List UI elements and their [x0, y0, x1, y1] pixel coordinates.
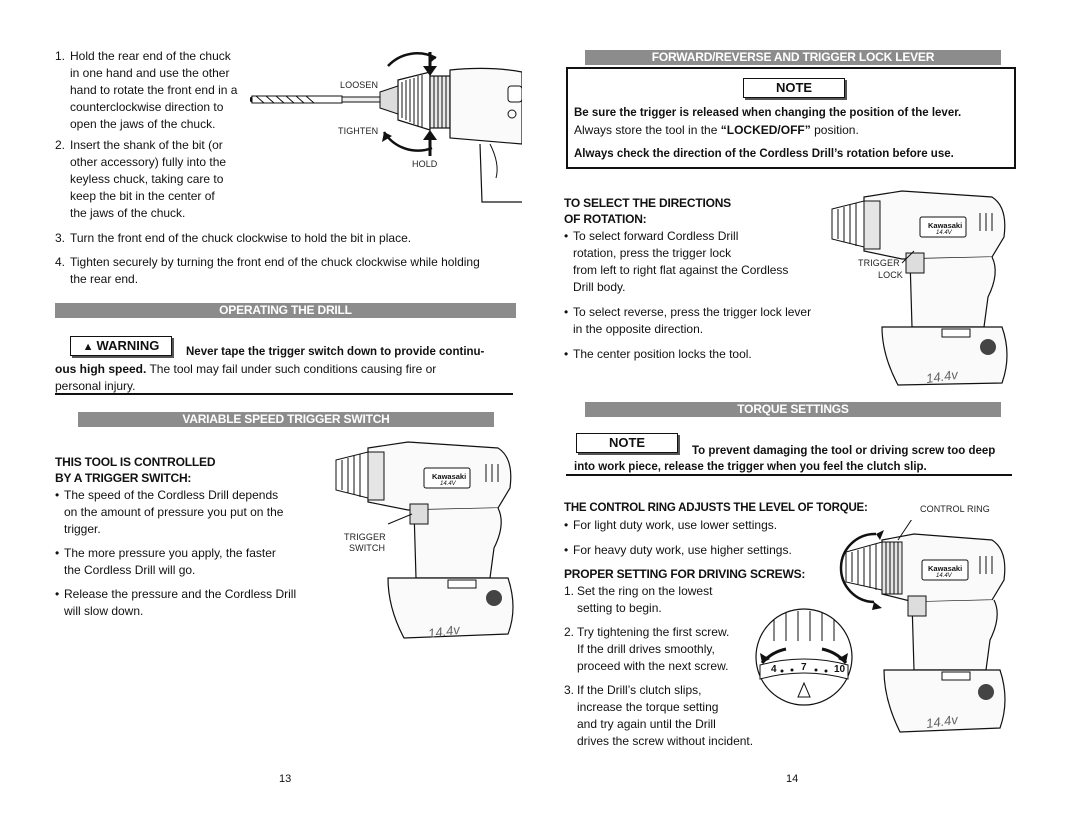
note-line2-pre: Always store the tool in the: [574, 123, 718, 137]
proper-step-3: [564, 682, 784, 750]
select-heading-1: TO SELECT THE DIRECTIONS: [564, 196, 731, 210]
step-1-line: in one hand and use the other: [70, 66, 230, 80]
battery-voltage-label: 14.4v: [925, 366, 959, 387]
step-line: proceed with the next screw.: [577, 659, 729, 673]
drill-bit-icon: [250, 96, 342, 103]
list-item: • The center position locks the tool.: [564, 346, 832, 363]
bullet-line: To select reverse, press the trigger lock lever: [573, 305, 812, 319]
controlled-heading-1: THIS TOOL IS CONTROLLED: [55, 455, 216, 469]
hold-label: HOLD: [412, 159, 438, 169]
list-item: • The speed of the Cordless Drill depends on the amount of pressure you put on the trigger.: [55, 487, 315, 538]
switch-label: SWITCH: [349, 543, 386, 553]
step-line: If the Drill’s clutch slips,: [577, 683, 702, 697]
warning-bold-line1: Never tape the trigger switch down to provide continu-: [186, 346, 485, 358]
note-bold-line1: Be sure the trigger is released when changing the position of the lever.: [574, 107, 962, 119]
step-line: If the drill drives smoothly,: [577, 642, 715, 656]
control-ring-heading: THE CONTROL RING ADJUSTS THE LEVEL OF TORQUE:: [564, 502, 868, 514]
bullet-line: Release the pressure and the Cordless Drill: [64, 587, 297, 601]
trigger-lock-figure: [822, 185, 1012, 390]
step-1-line: counterclockwise direction to: [70, 100, 224, 114]
bullet-line: The center position locks the tool.: [573, 347, 752, 361]
brand-label: Kawasaki: [928, 564, 963, 573]
step-1-line: open the jaws of the chuck.: [70, 117, 216, 131]
chuck-drill-illustration: [250, 52, 522, 230]
step-1-line: Hold the rear end of the chuck: [70, 49, 231, 63]
bullet-line: To select forward Cordless Drill: [573, 229, 739, 243]
note-line2-quote: “LOCKED/OFF”: [720, 123, 811, 137]
list-item: • For heavy duty work, use higher settings.: [564, 542, 824, 559]
step-3: [55, 230, 525, 247]
step-1: [55, 48, 270, 133]
step-line: drives the screw without incident.: [577, 734, 754, 748]
volt-label: 14.4V: [440, 481, 456, 487]
loosen-label: LOOSEN: [340, 80, 379, 90]
proper-step-1: [564, 583, 764, 617]
brand-label: Kawasaki: [928, 221, 963, 230]
control-ring-label: CONTROL RING: [920, 504, 990, 514]
control-bullet-list: [564, 517, 824, 559]
battery-voltage-label: 14.4v: [925, 711, 959, 732]
warning-badge-label: WARNING: [96, 338, 160, 353]
proper-step-2: [564, 624, 764, 675]
bullet-line: trigger.: [64, 522, 101, 536]
note2-bold-line2: into work piece, release the trigger when you feel the clutch slip.: [574, 461, 927, 473]
page-number-14: 14: [786, 773, 799, 785]
brand-label: Kawasaki: [432, 472, 467, 481]
torque-settings-header: TORQUE SETTINGS: [585, 402, 1001, 417]
bullet-line: will slow down.: [64, 604, 144, 618]
dial-number-7: 7: [801, 662, 807, 673]
dial-number-4: 4: [771, 664, 777, 675]
bullet-line: For heavy duty work, use higher settings.: [573, 543, 792, 557]
cordless-drill-illustration: [822, 185, 1012, 390]
list-item: • To select forward Cordless Drill rotation, press the trigger lock from left to right flat against the Cordless Drill body.: [564, 228, 832, 296]
step-line: and try again until the Drill: [577, 717, 716, 731]
note-bold-line3: Always check the direction of the Cordless Drill’s rotation before use.: [574, 148, 954, 160]
proper-setting-heading: PROPER SETTING FOR DRIVING SCREWS:: [564, 567, 806, 581]
trigger-switch-figure: [318, 438, 518, 643]
bullet-line: The speed of the Cordless Drill depends: [64, 488, 279, 502]
bullet-line: The more pressure you apply, the faster: [64, 546, 276, 560]
step-2-line: other accessory) fully into the: [70, 155, 227, 169]
warning-triangle-icon: ▲: [82, 341, 97, 353]
step-2-line: keep the bit in the center of: [70, 189, 215, 203]
bullet-line: Drill body.: [573, 280, 626, 294]
warning-badge: [70, 336, 172, 356]
list-item: • To select reverse, press the trigger lock lever in the opposite direction.: [564, 304, 832, 338]
note2-badge: NOTE: [576, 433, 678, 453]
note2-bold-line1: To prevent damaging the tool or driving screw too deep: [692, 445, 996, 457]
select-heading-2: OF ROTATION:: [564, 212, 647, 226]
bullet-line: on the amount of pressure you put on the: [64, 505, 284, 519]
step-number: 2.: [564, 625, 575, 639]
bullet-line: from left to right flat against the Cordless: [573, 263, 789, 277]
list-item: • Release the pressure and the Cordless Drill will slow down.: [55, 586, 315, 620]
step-number: 3.: [564, 683, 575, 697]
tighten-label: TIGHTEN: [338, 126, 379, 136]
step-1-number: 1.: [55, 49, 66, 63]
bullet-line: For light duty work, use lower settings.: [573, 518, 778, 532]
step-line: Set the ring on the lowest: [577, 584, 713, 598]
bullet-line: rotation, press the trigger lock: [573, 246, 732, 260]
warning-rest-line2: The tool may fail under such conditions causing fire or: [149, 362, 437, 376]
step-2-line: the jaws of the chuck.: [70, 206, 186, 220]
step-4-number: 4.: [55, 255, 66, 269]
step-4: [55, 254, 525, 288]
controlled-heading-2: BY A TRIGGER SWITCH:: [55, 471, 192, 485]
step-3-number: 3.: [55, 231, 66, 245]
note-badge: NOTE: [743, 78, 845, 98]
note-line2-post: position.: [814, 123, 859, 137]
trigger-label: TRIGGER: [858, 258, 900, 268]
warning-line3: personal injury.: [55, 379, 136, 393]
step-4-line: Tighten securely by turning the front end of the chuck clockwise while holding: [70, 255, 480, 269]
rotation-bullet-list: [564, 228, 832, 363]
cordless-drill-illustration: [830, 520, 1010, 745]
step-line: setting to begin.: [577, 601, 662, 615]
warning-line2: [55, 361, 510, 378]
step-2-line: keyless chuck, taking care to: [70, 172, 224, 186]
step-2-number: 2.: [55, 138, 66, 152]
control-ring-figure: [830, 520, 1010, 745]
variable-speed-trigger-header: VARIABLE SPEED TRIGGER SWITCH: [78, 412, 494, 427]
trigger-label: TRIGGER: [344, 532, 386, 542]
page-number-13: 13: [279, 773, 292, 785]
step-line: increase the torque setting: [577, 700, 719, 714]
lock-label: LOCK: [878, 270, 903, 280]
trigger-bullet-list: [55, 487, 315, 620]
step-line: Try tightening the first screw.: [577, 625, 730, 639]
step-3-text: Turn the front end of the chuck clockwise to hold the bit in place.: [70, 231, 412, 245]
step-number: 1.: [564, 584, 575, 598]
list-item: • For light duty work, use lower settings.: [564, 517, 824, 534]
bullet-line: in the opposite direction.: [573, 322, 704, 336]
note-line2: [574, 122, 859, 139]
warning-bold-line2: ous high speed.: [55, 362, 147, 376]
dial-number-10: 10: [834, 664, 846, 675]
forward-reverse-header: FORWARD/REVERSE AND TRIGGER LOCK LEVER: [585, 50, 1001, 65]
chuck-figure: [250, 52, 522, 230]
step-2-line: Insert the shank of the bit (or: [70, 138, 223, 152]
operating-the-drill-header: OPERATING THE DRILL: [55, 303, 516, 318]
step-1-line: hand to rotate the front end in a: [70, 83, 238, 97]
volt-label: 14.4V: [936, 230, 952, 236]
list-item: • The more pressure you apply, the faster the Cordless Drill will go.: [55, 545, 315, 579]
volt-label: 14.4V: [936, 573, 952, 579]
step-2: [55, 137, 270, 222]
step-4-line: the rear end.: [70, 272, 139, 286]
bullet-line: the Cordless Drill will go.: [64, 563, 196, 577]
battery-voltage-label: 14.4v: [427, 621, 461, 642]
